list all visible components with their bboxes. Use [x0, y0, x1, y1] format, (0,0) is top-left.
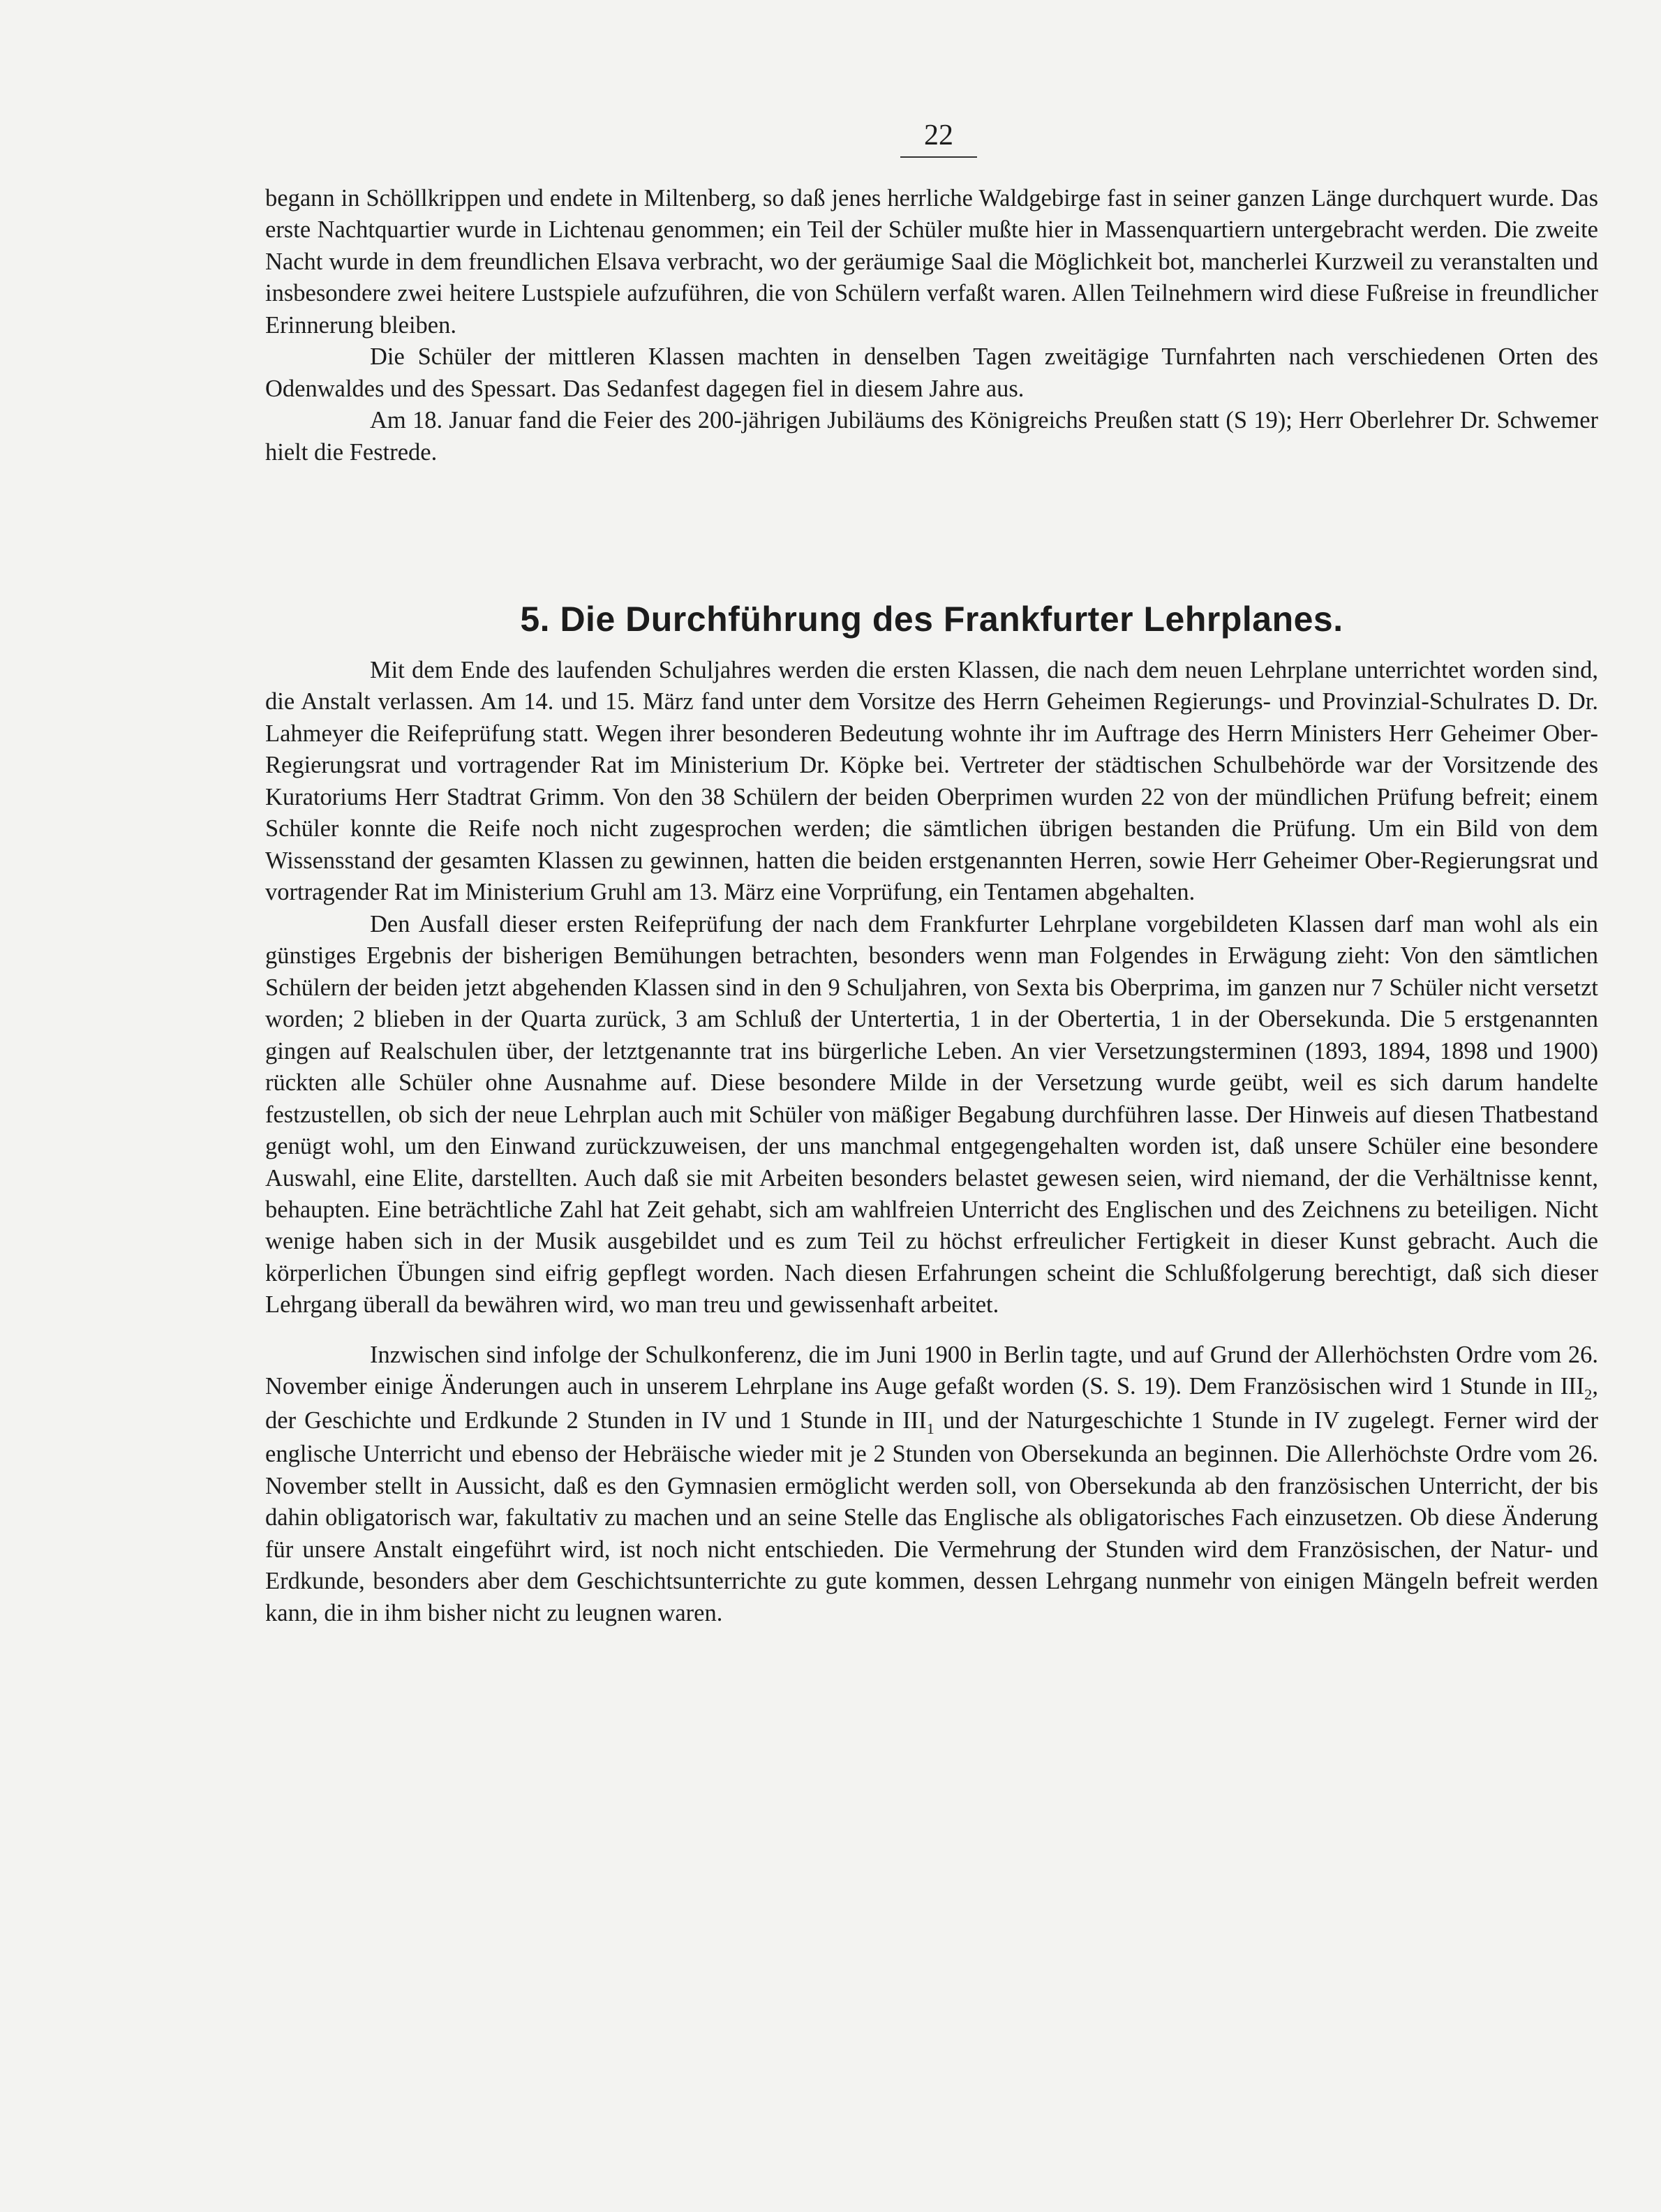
aenderungen-text-b: , der Geschichte und Erdkunde 2 Stunden in IV und 1 Stunde in III [265, 1373, 1598, 1434]
paragraph-journey-end: begann in Schöllkrippen und endete in Miltenberg, so daß jenes herrliche Waldgebirge fast in seiner ganzen Länge durchquert wurde. Das erste Nachtquartier wurde in Lichtenau genommen; ein Teil der Schüler mußte hier in Massenquartiern untergebracht werden. Die zweite Nacht wurde in dem freundlichen Elsava verbracht, wo der geräumige Saal die Möglichkeit bot, mancherlei Kurzweil zu veranstalten und insbesondere zwei heitere Lustspiele aufzuführen, die von Schülern verfaßt waren. Allen Teilnehmern wird diese Fußreise in freundlicher Erinnerung bleiben. [265, 185, 1598, 339]
aenderungen-text-a: Inzwischen sind infolge der Schulkonferenz, die im Juni 1900 in Berlin tagte, und auf Grund der Allerhöchsten Ordre vom 26. November einige Änderungen auch in unserem Lehrplane ins Auge gefaßt worden (S. S. 19). Dem Französischen wird 1 Stunde in III [265, 1341, 1598, 1400]
paragraph-ergebnis: Den Ausfall dieser ersten Reifeprüfung der nach dem Frankfurter Lehrplane vorgebildeten Klassen darf man wohl als ein günstiges Ergebnis der bisherigen Bemühungen betrachten, besonders wenn man Folgendes in Erwägung zieht: Von den sämtlichen Schülern der beiden jetzt abgehenden Klassen sind in den 9 Schuljahren, von Sexta bis Oberprima, im ganzen nur 7 Schüler nicht versetzt worden; 2 blieben in der Quarta zurück, 3 am Schluß der Untertertia, 1 in der Obertertia, 1 in der Obersekunda. Die 5 erstgenannten gingen auf Realschulen über, der letztgenannte trat ins bürgerliche Leben. An vier Versetzungsterminen (1893, 1894, 1898 und 1900) rückten alle Schüler ohne Ausnahme auf. Diese besondere Milde in der Versetzung wurde geübt, weil es sich darum handelte festzustellen, ob sich der neue Lehrplan auch mit Schüler von mäßiger Begabung durchführen lasse. Der Hinweis auf diesen Thatbestand genügt wohl, um den Einwand zurückzuweisen, der uns manchmal entgegengehalten worden ist, daß unsere Schüler eine besondere Auswahl, eine Elite, darstellten. Auch daß sie mit Arbeiten besonders belastet gewesen seien, wird niemand, der die Verhältnisse kennt, behaupten. Eine beträchtliche Zahl hat Zeit gehabt, sich am wahlfreien Unterricht des Englischen und des Zeichnens zu beteiligen. Nicht wenige haben sich in der Musik ausgebildet und es zum Teil zu höchst erfreulicher Fertigkeit in dieser Kunst gebracht. Auch die körperlichen Übungen sind eifrig gepflegt worden. Nach diesen Erfahrungen scheint die Schlußfolgerung berechtigt, daß sich dieser Lehrgang überall da bewähren wird, wo man treu und gewissenhaft arbeitet. [265, 910, 1598, 1319]
paragraph-jubilaeum: Am 18. Januar fand die Feier des 200-jährigen Jubiläums des Königreichs Preußen statt (S 19); Herr Oberlehrer Dr. Schwemer hielt die Festrede. [265, 407, 1598, 466]
section-five-body [265, 655, 1598, 1629]
paragraph-aenderungen [265, 1339, 1598, 1629]
aenderungen-text-c: und der Naturgeschichte 1 Stunde in IV zugelegt. Ferner wird der englische Unterricht und ebenso der Hebräische wieder mit je 2 Stunden von Obersekunda an beginnen. Die Allerhöchste Ordre vom 26. November stellt in Aussicht, daß es den Gymnasien ermöglicht werden soll, von Obersekunda ab den französischen Unterricht, der bis dahin obligatorisch war, fakultativ zu machen und an seine Stelle das Englische als obligatorisches Fach einzusetzen. Ob diese Änderung für unsere Anstalt eingeführt wird, ist noch nicht entschieden. Die Vermehrung der Stunden wird dem Französischen, der Natur- und Erdkunde, besonders aber dem Geschichtsunterrichte zu gute kommen, dessen Lehrgang nunmehr von einigen Mängeln befreit werden kann, die in ihm bisher nicht zu leugnen waren. [265, 1406, 1598, 1626]
page-number: 22 [900, 119, 977, 158]
section-heading: 5. Die Durchführung des Frankfurter Lehrplanes. [520, 600, 1343, 639]
paragraph-reifepruefung: Mit dem Ende des laufenden Schuljahres werden die ersten Klassen, die nach dem neuen Lehrplane unterrichtet worden sind, die Anstalt verlassen. Am 14. und 15. März fand unter dem Vorsitze des Herrn Geheimen Regierungs- und Provinzial-Schulrates D. Dr. Lahmeyer die Reifeprüfung statt. Wegen ihrer besonderen Bedeutung wohnte ihr im Auftrage des Herrn Ministers Herr Geheimer Ober-Regierungsrat und vortragender Rat im Ministerium Dr. Köpke bei. Vertreter der städtischen Schulbehörde war der Vorsitzende des Kuratoriums Herr Stadtrat Grimm. Von den 38 Schülern der beiden Oberprimen wurden 22 von der mündlichen Prüfung befreit; einem Schüler konnte die Reife noch nicht zugesprochen werden; die sämtlichen übrigen bestanden die Prüfung. Um ein Bild von dem Wissensstand der gesamten Klassen zu gewinnen, hatten die beiden erstgenannten Herren, sowie Herr Geheimer Ober-Regierungsrat und vortragender Rat im Ministerium Gruhl am 13. März eine Vorprüfung, ein Tentamen abgehalten. [265, 657, 1598, 906]
paragraph-turnfahrten: Die Schüler der mittleren Klassen machten in denselben Tagen zweitägige Turnfahrten nach verschiedenen Orten des Odenwaldes und des Spessart. Das Sedanfest dagegen fiel in diesem Jahre aus. [265, 343, 1598, 402]
class-subscript-2: 2 [1584, 1386, 1593, 1404]
class-subscript-1: 1 [926, 1419, 934, 1437]
section-four-continuation [265, 183, 1598, 468]
